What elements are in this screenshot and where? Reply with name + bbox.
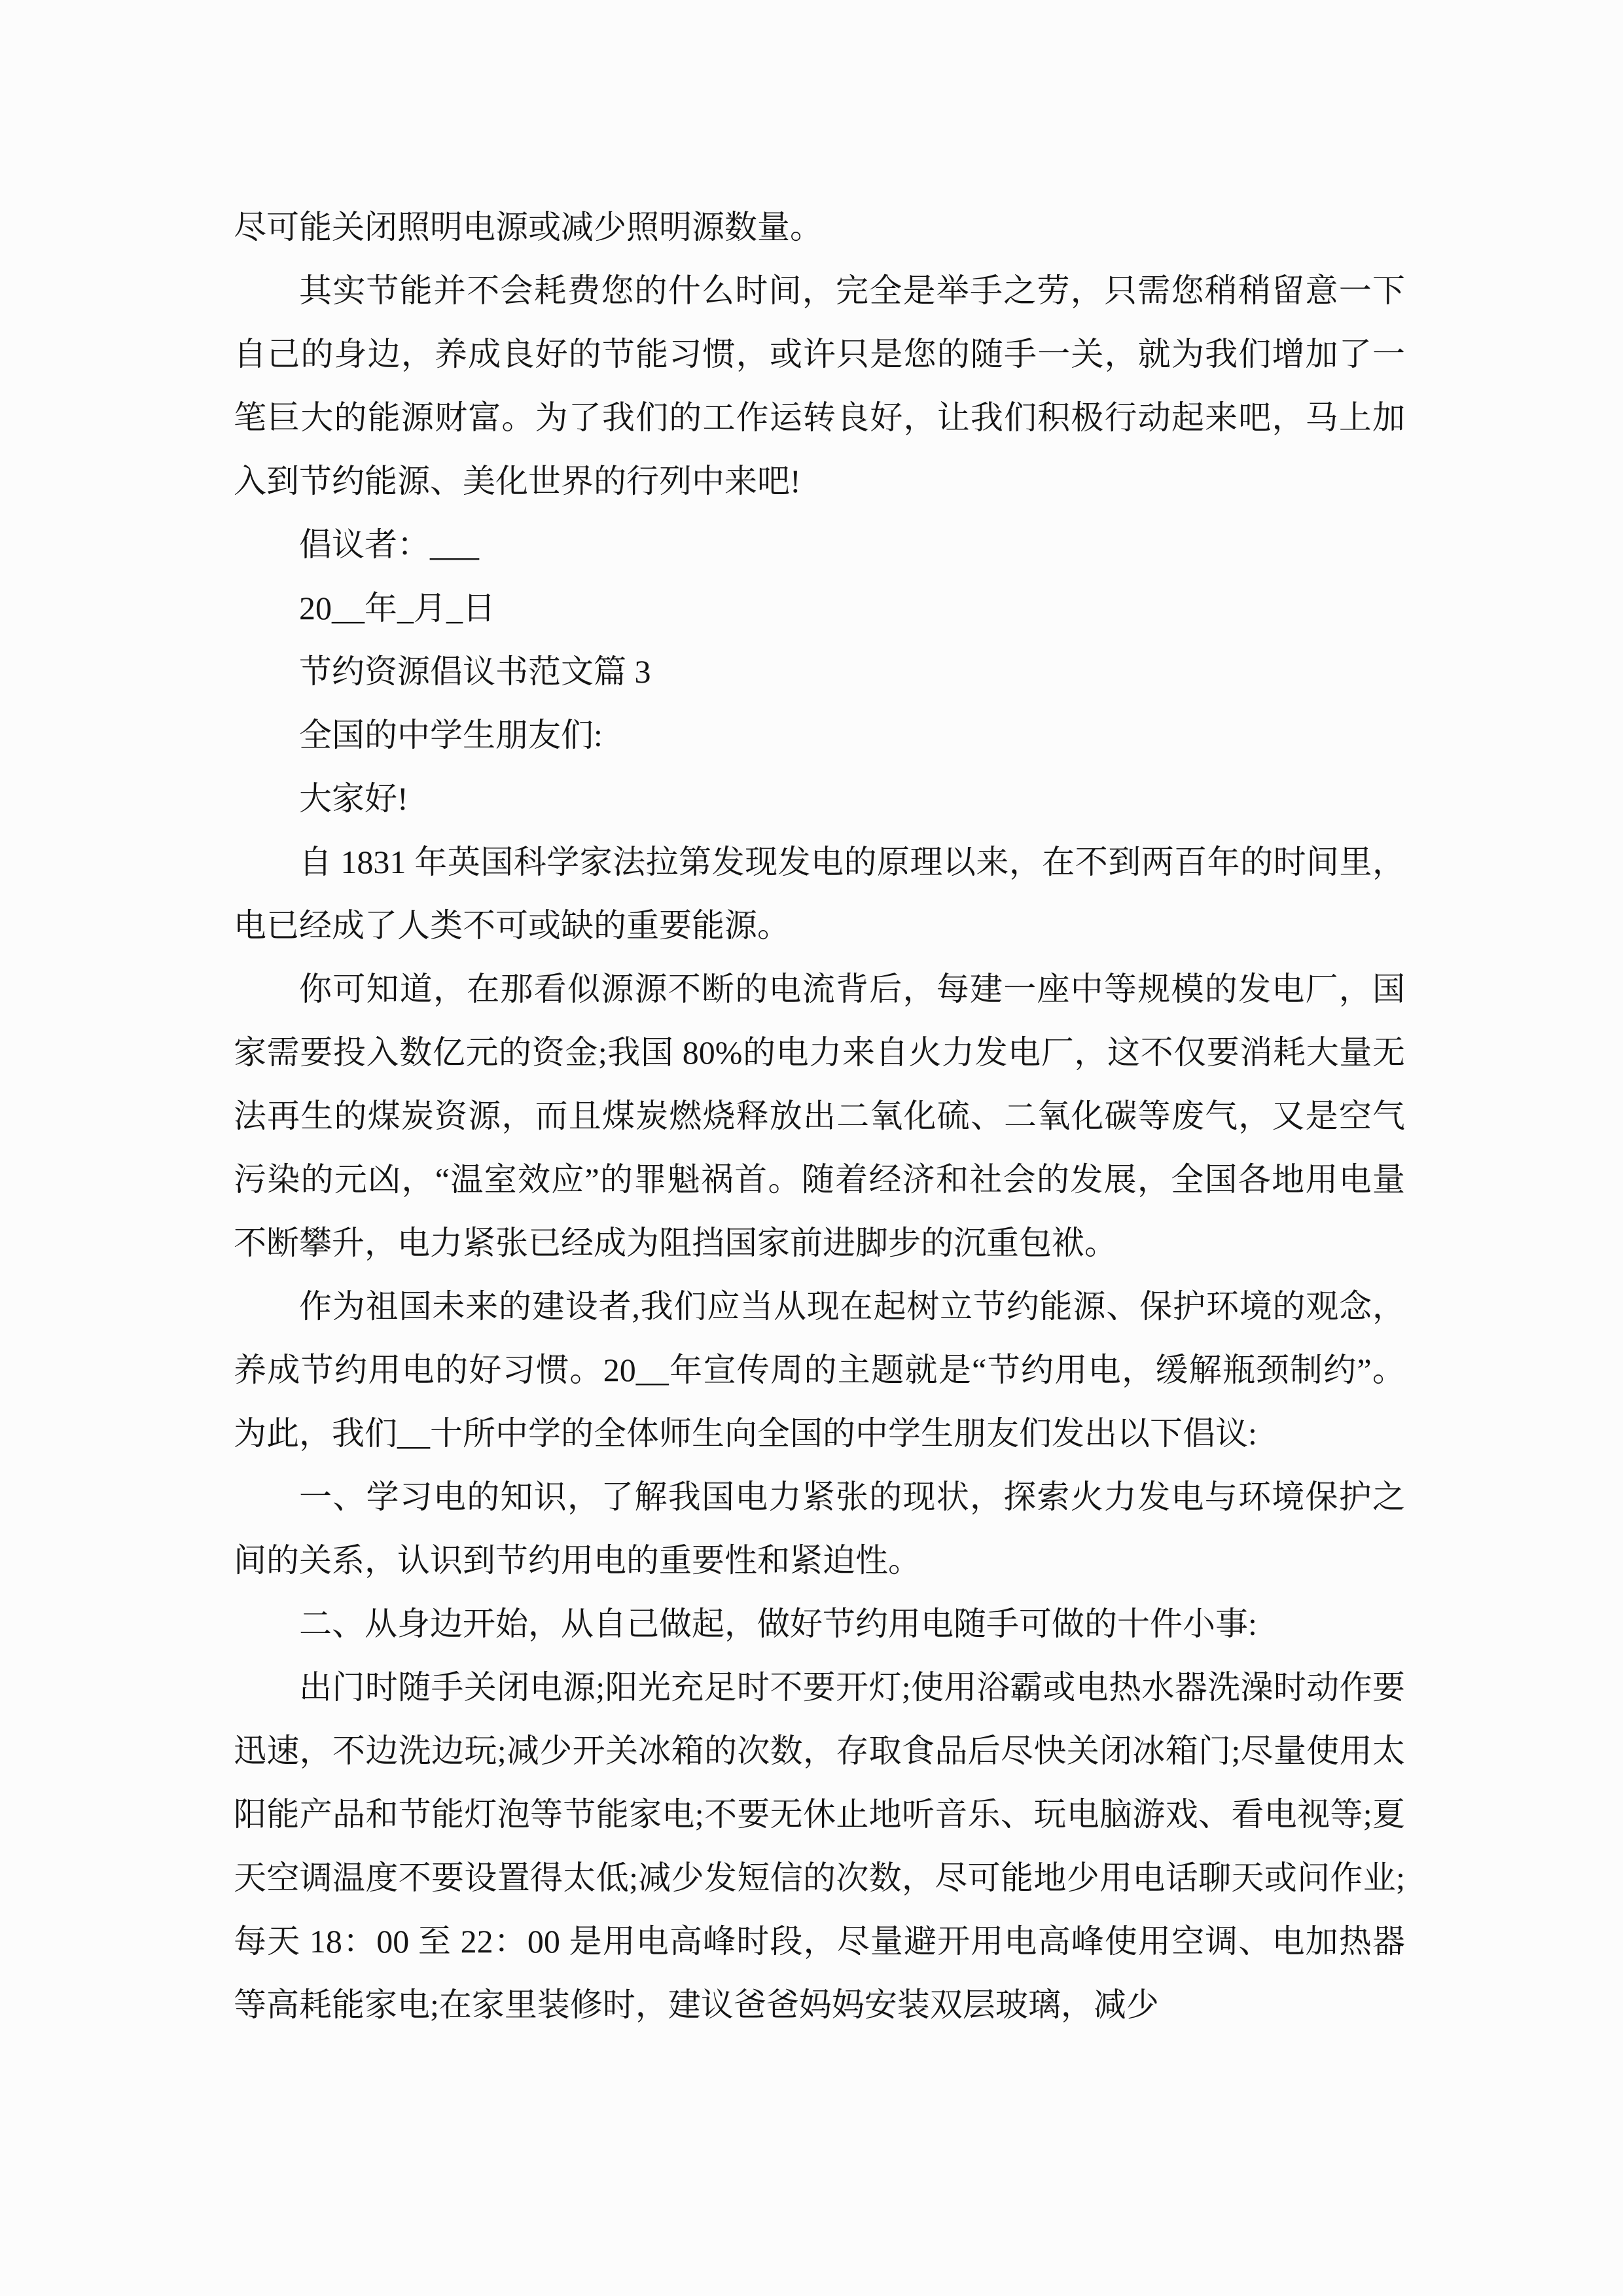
paragraph: 二、从身边开始，从自己做起，做好节约用电随手可做的十件小事: <box>299 1605 1257 1642</box>
paragraph: 尽可能关闭照明电源或减少照明源数量。 <box>234 209 823 245</box>
paragraph: 全国的中学生朋友们: <box>299 717 603 753</box>
paragraph: 倡议者：___ <box>299 526 479 563</box>
paragraph: 作为祖国未来的建设者,我们应当从现在起树立节约能源、保护环境的观念，养成节约用电的好习惯。20__年宣传周的主题就是“节约用电，缓解瓶颈制约”。为此，我们__十所中学的全体师生向全国的中学生朋友们发出以下倡议: <box>234 1288 1405 1452</box>
paragraph: 其实节能并不会耗费您的什么时间，完全是举手之劳，只需您稍稍留意一下自己的身边，养成良好的节能习惯，或许只是您的随手一关，就为我们增加了一笔巨大的能源财富。为了我们的工作运转良好，让我们积极行动起来吧，马上加入到节约能源、美化世界的行列中来吧! <box>234 272 1405 499</box>
document-body <box>234 196 1405 2037</box>
paragraph: 出门时随手关闭电源;阳光充足时不要开灯;使用浴霸或电热水器洗澡时动作要迅速，不边洗边玩;减少开关冰箱的次数，存取食品后尽快关闭冰箱门;尽量使用太阳能产品和节能灯泡等节能家电;不要无休止地听音乐、玩电脑游戏、看电视等;夏天空调温度不要设置得太低;减少发短信的次数，尽可能地少用电话聊天或问作业;每天 18：00 至 22：00 是用电高峰时段，尽量避开用电高峰使用空调、电加热器等高耗能家电;在家里装修时，建议爸爸妈妈安装双层玻璃，减少 <box>234 1669 1405 2023</box>
paragraph: 大家好! <box>299 780 408 817</box>
paragraph: 节约资源倡议书范文篇 3 <box>299 653 651 690</box>
paragraph: 自 1831 年英国科学家法拉第发现发电的原理以来，在不到两百年的时间里，电已经成了人类不可或缺的重要能源。 <box>234 844 1405 944</box>
paragraph: 你可知道，在那看似源源不断的电流背后，每建一座中等规模的发电厂，国家需要投入数亿元的资金;我国 80%的电力来自火力发电厂，这不仅要消耗大量无法再生的煤炭资源，而且煤炭燃烧释放出二氧化硫、二氧化碳等废气，又是空气污染的元凶，“温室效应”的罪魁祸首。随着经济和社会的发展，全国各地用电量不断攀升，电力紧张已经成为阻挡国家前进脚步的沉重包袱。 <box>234 971 1405 1261</box>
paragraph: 20__年_月_日 <box>299 590 495 626</box>
paragraph: 一、学习电的知识，了解我国电力紧张的现状，探索火力发电与环境保护之间的关系，认识到节约用电的重要性和紧迫性。 <box>234 1479 1405 1579</box>
